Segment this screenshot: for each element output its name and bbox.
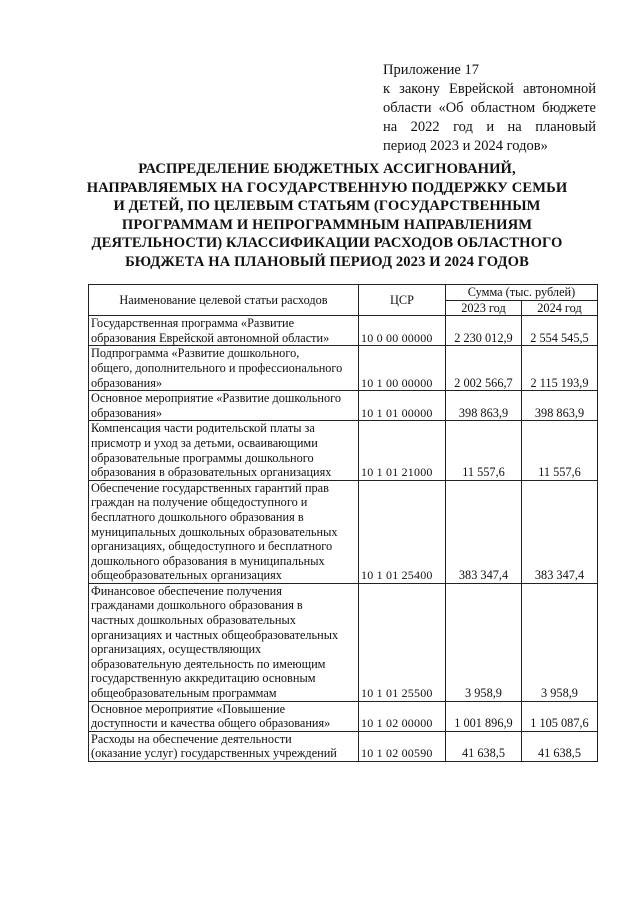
title-line-4: ПРОГРАММАМ И НЕПРОГРАММНЫМ НАПРАВЛЕНИЯМ [121, 216, 533, 233]
row-csr: 10 0 00 00000 [359, 316, 446, 346]
row-sum-2024: 2 554 545,5 [522, 316, 598, 346]
row-csr: 10 1 01 00000 [359, 391, 446, 421]
appendix-note [383, 61, 596, 156]
row-sum-2023: 3 958,9 [446, 583, 522, 701]
title-line-2: НАПРАВЛЯЕМЫХ НА ГОСУДАРСТВЕННУЮ ПОДДЕРЖКУ СЕМЬИ [86, 179, 568, 196]
row-sum-2023: 41 638,5 [446, 731, 522, 761]
header-sum: Сумма (тыс. рублей) [446, 285, 598, 301]
row-sum-2023: 398 863,9 [446, 391, 522, 421]
table-row [89, 346, 598, 391]
row-csr: 10 1 01 25500 [359, 583, 446, 701]
row-sum-2024: 41 638,5 [522, 731, 598, 761]
row-sum-2024: 1 105 087,6 [522, 701, 598, 731]
appendix-line-4: на 2022 год и на плановый [383, 119, 596, 135]
row-name: Государственная программа «Развитие образования Еврейской автономной области» [89, 316, 359, 346]
row-sum-2024: 3 958,9 [522, 583, 598, 701]
appendix-line-3: области «Об областном бюджете [383, 100, 596, 116]
budget-table [88, 284, 598, 762]
row-sum-2024: 2 115 193,9 [522, 346, 598, 391]
document-title [78, 160, 576, 271]
table-row [89, 391, 598, 421]
row-name: Подпрограмма «Развитие дошкольного, общего, дополнительного и профессионального образования» [89, 346, 359, 391]
row-sum-2023: 2 002 566,7 [446, 346, 522, 391]
appendix-number: Приложение 17 [383, 62, 479, 78]
row-name: Основное мероприятие «Развитие дошкольного образования» [89, 391, 359, 421]
header-year-2023: 2023 год [446, 300, 522, 316]
appendix-line-5: период 2023 и 2024 годов» [383, 138, 548, 154]
appendix-line-2: к закону Еврейской автономной [383, 81, 596, 97]
row-name: Расходы на обеспечение деятельности (оказание услуг) государственных учреждений [89, 731, 359, 761]
row-name: Основное мероприятие «Повышение доступности и качества общего образования» [89, 701, 359, 731]
header-name: Наименование целевой статьи расходов [89, 285, 359, 316]
title-line-6: БЮДЖЕТА НА ПЛАНОВЫЙ ПЕРИОД 2023 И 2024 ГОДОВ [125, 253, 529, 270]
row-sum-2023: 1 001 896,9 [446, 701, 522, 731]
row-sum-2023: 11 557,6 [446, 421, 522, 480]
title-line-5: ДЕЯТЕЛЬНОСТИ) КЛАССИФИКАЦИИ РАСХОДОВ ОБЛАСТНОГО [91, 235, 563, 251]
row-name: Компенсация части родительской платы за присмотр и уход за детьми, осваивающими образовательные программы дошкольного образования в образовательных организациях [89, 421, 359, 480]
title-line-1: РАСПРЕДЕЛЕНИЕ БЮДЖЕТНЫХ АССИГНОВАНИЙ, [138, 161, 516, 177]
row-sum-2024: 383 347,4 [522, 480, 598, 583]
table-row [89, 731, 598, 761]
row-sum-2023: 383 347,4 [446, 480, 522, 583]
table-header-row [89, 285, 598, 301]
row-sum-2024: 11 557,6 [522, 421, 598, 480]
row-sum-2024: 398 863,9 [522, 391, 598, 421]
row-sum-2023: 2 230 012,9 [446, 316, 522, 346]
title-line-3: И ДЕТЕЙ, ПО ЦЕЛЕВЫМ СТАТЬЯМ (ГОСУДАРСТВЕННЫМ [113, 198, 541, 214]
row-name: Финансовое обеспечение получения гражданами дошкольного образования в частных дошкольных образовательных организациях и частных общеобразовательных организациях, осуществляющих образовательную деятельность по имеющим государственную аккредитацию основным общеобразовательным программам [89, 583, 359, 701]
header-csr: ЦСР [359, 285, 446, 316]
table-row [89, 701, 598, 731]
table-row [89, 480, 598, 583]
row-csr: 10 1 02 00590 [359, 731, 446, 761]
table-row [89, 316, 598, 346]
table-row [89, 421, 598, 480]
row-name: Обеспечение государственных гарантий прав граждан на получение общедоступного и бесплатного дошкольного образования в муниципальных дошкольных образовательных организациях, общедоступного и бесплатного дошкольного образования в муниципальных общеобразовательных организациях [89, 480, 359, 583]
row-csr: 10 1 01 25400 [359, 480, 446, 583]
header-year-2024: 2024 год [522, 300, 598, 316]
row-csr: 10 1 02 00000 [359, 701, 446, 731]
row-csr: 10 1 01 21000 [359, 421, 446, 480]
row-csr: 10 1 00 00000 [359, 346, 446, 391]
table-row [89, 583, 598, 701]
